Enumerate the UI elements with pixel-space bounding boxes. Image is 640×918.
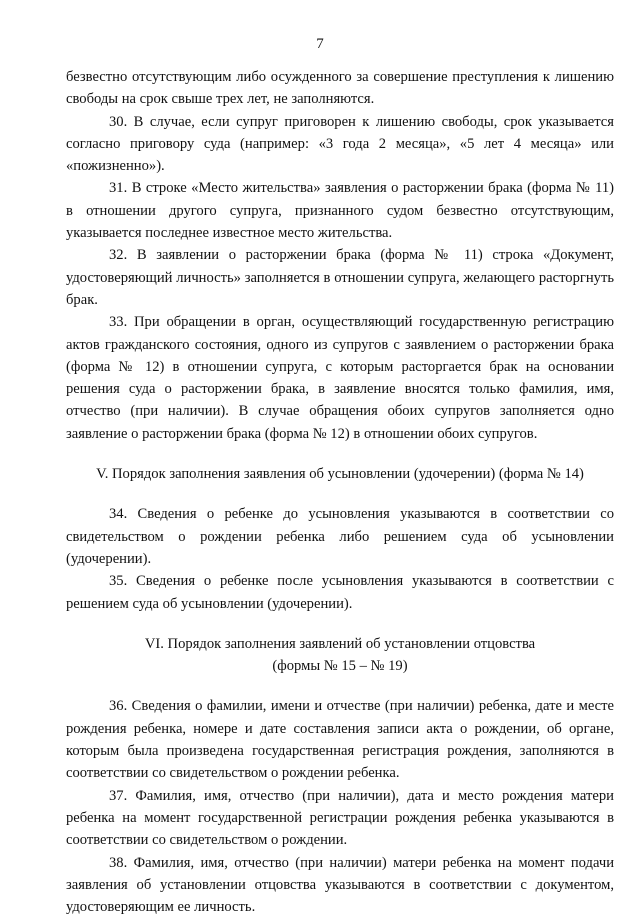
paragraph-33: 33. При обращении в орган, осуществляющий государственную регистрацию актов гражданского состояния, одного из супругов с заявлением о расторжении брака (форма № 12) в отношении супруга, с которым расторгается брак на основании решения суда о расторжении брака, в заявление вносятся только фамилия, имя, отчество (при наличии). В случае обращения обоих супругов заполняется одно заявление о расторжении брака (форма № 12) в отношении обоих супругов. [66,311,614,445]
section-6-heading-line-2: (формы № 15 – № 19) [66,655,614,677]
section-6-heading [66,633,614,678]
paragraph-30: 30. В случае, если супруг приговорен к лишению свободы, срок указывается согласно приговору суда (например: «3 года 2 месяца», «5 лет 4 месяца» или «пожизненно»). [66,111,614,178]
paragraph-38: 38. Фамилия, имя, отчество (при наличии) матери ребенка на момент подачи заявления об установлении отцовства указываются в соответствии с документом, удостоверяющим ее личность. [66,852,614,918]
section-5-heading-text: V. Порядок заполнения заявления об усыновлении (удочерении) (форма № 14) [66,463,614,485]
section-5-heading [66,463,614,485]
paragraph-35: 35. Сведения о ребенке после усыновления указываются в соответствии с решением суда об усыновлении (удочерении). [66,570,614,615]
paragraph-32: 32. В заявлении о расторжении брака (форма № 11) строка «Документ, удостоверяющий личность» заполняется в отношении супруга, желающего расторгнуть брак. [66,244,614,311]
document-body [66,66,614,918]
section-6-heading-line-1: VI. Порядок заполнения заявлений об установлении отцовства [66,633,614,655]
paragraph-29-continuation: безвестно отсутствующим либо осужденного за совершение преступления к лишению свободы на срок свыше трех лет, не заполняются. [66,66,614,111]
paragraph-37: 37. Фамилия, имя, отчество (при наличии), дата и место рождения матери ребенка на момент государственной регистрации рождения ребенка указываются в соответствии со свидетельством о рождении. [66,785,614,852]
paragraph-31: 31. В строке «Место жительства» заявления о расторжении брака (форма № 11) в отношении другого супруга, признанного судом безвестно отсутствующим, указывается последнее известное место жительства. [66,177,614,244]
paragraph-36: 36. Сведения о фамилии, имени и отчестве (при наличии) ребенка, дате и месте рождения ребенка, номере и дате составления записи акта о рождении, об органе, которым была произведена государственная регистрация рождения, заполняются в соответствии со свидетельством о рождении ребенка. [66,695,614,784]
page-number: 7 [0,36,640,53]
paragraph-34: 34. Сведения о ребенке до усыновления указываются в соответствии со свидетельством о рождении ребенка либо решением суда об усыновлении (удочерении). [66,503,614,570]
